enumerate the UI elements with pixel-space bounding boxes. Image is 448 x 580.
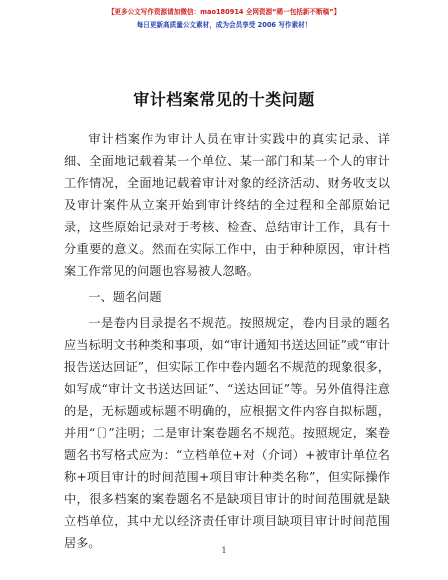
- banner-promo-line: 【更多公文写作资源请加微信：mao180914 全网资源“稀一包括新不断稿”】: [107, 8, 341, 16]
- section-heading: 一、题名问题: [88, 290, 162, 304]
- header-banner: [0, 6, 448, 32]
- intro-paragraph: 审计档案作为审计人员在审计实践中的真实记录、详细、全面地记载着某一个单位、某一部门和某一个人的审计工作情况，全面地记载着审计对象的经济活动、财务收支以及审计案件从立案开始到审计终结的全过程和全部原始记录，这些原始记录对于考核、检查、总结审计工作，具有十分重要的意义。然而在实际工作中，由于种种原因，审计档案工作常见的问题也容易被人忽略。: [64, 132, 390, 278]
- banner-subtitle-line: 每日更新高质量公文素材，成为会员享受 2006 写作素材！: [136, 21, 312, 29]
- page-number: 1: [221, 546, 227, 555]
- document-title: 审计档案常见的十类问题: [133, 90, 315, 109]
- section-paragraph: 一是卷内目录提名不规范。按照规定，卷内目录的题名应当标明文书种类和事项，如“审计通知书送达回证”或“审计报告送达回证”，但实际工作中卷内题名不规范的现象很多，如写成“审计文书送达回证”、“送达回证”等。另外值得注意的是，无标题或标题不明确的，应根据文件内容自拟标题，并用“〔〕”注明；二是审计案卷题名不规范。按照规定，案卷题名书写格式应为：“立档单位+对（介词）+被审计单位名称+项目审计的时间范围+项目审计种类名称”，但实际操作中，很多档案的案卷题名不是缺项目审计的时间范围就是缺立档单位，其中尤以经济责任审计项目缺项目审计时间范围居多。: [64, 316, 390, 550]
- document-body: [64, 128, 390, 554]
